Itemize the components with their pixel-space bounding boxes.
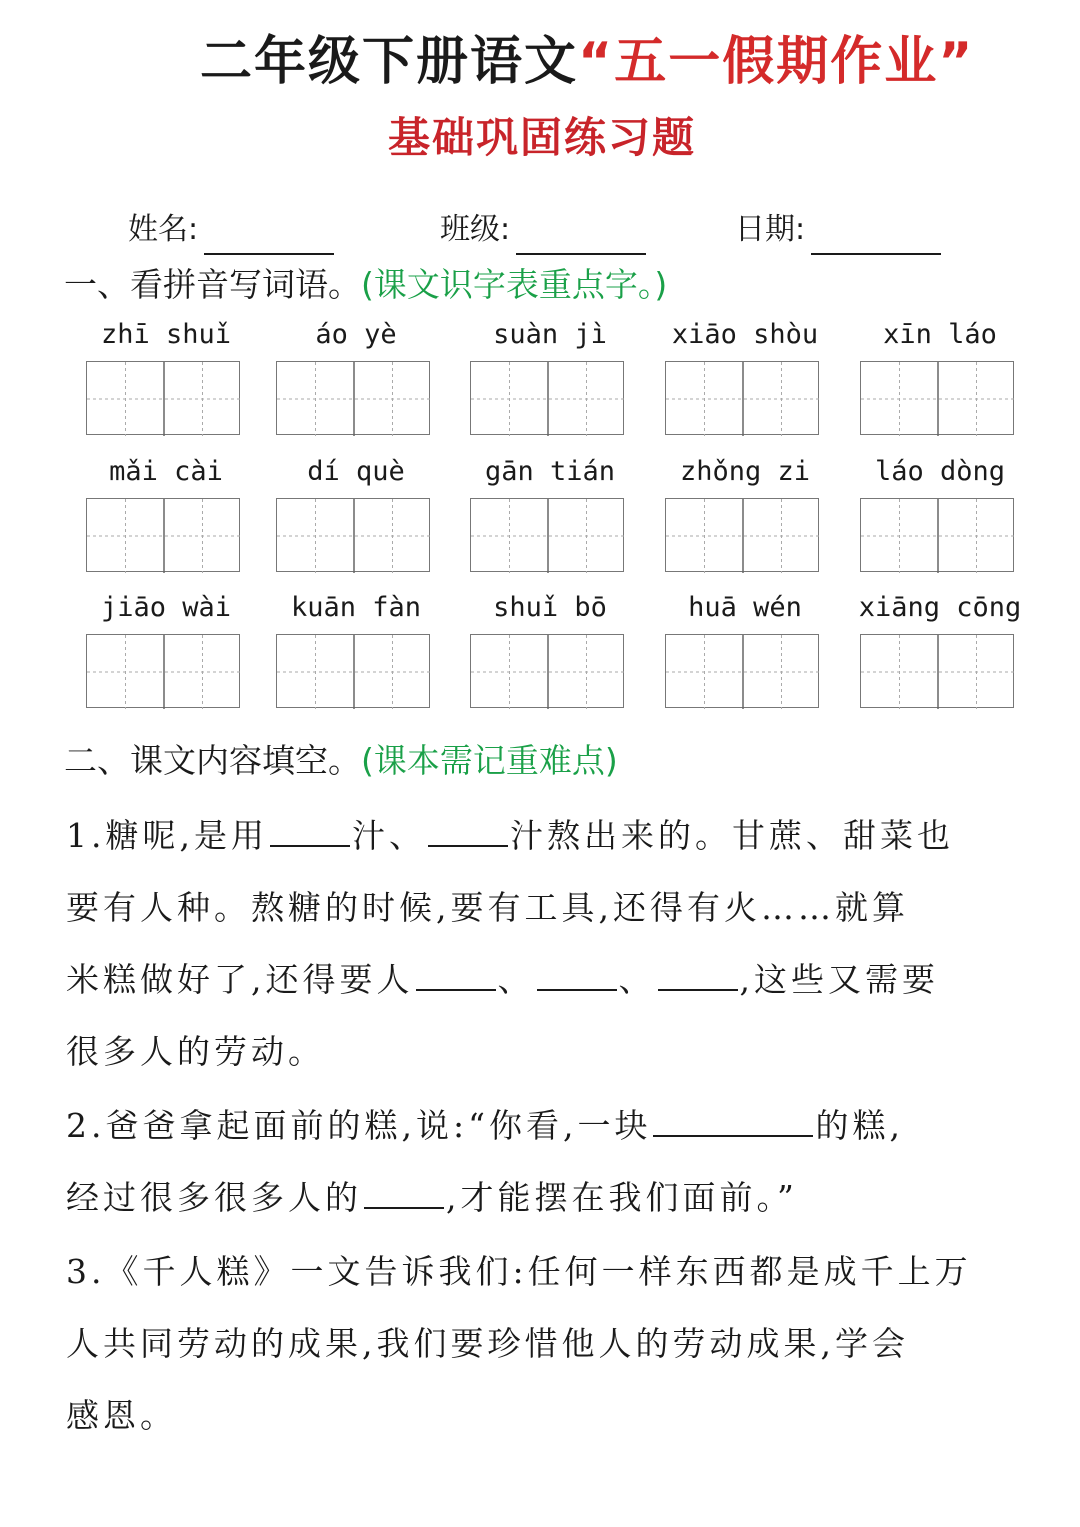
pinyin-label: xiāo shòu [671,319,819,350]
writing-grid[interactable] [276,634,430,708]
q1-blank-2[interactable] [428,817,508,847]
writing-grid[interactable] [470,361,624,435]
writing-grid[interactable] [860,361,1014,435]
title-main: 二年级下册语文 [200,32,579,92]
grid-lines [861,499,1015,573]
pinyin-label: suàn jì [493,319,607,350]
q3-line-2: 人共同劳动的成果,我们要珍惜他人的劳动成果,学会 [66,1324,909,1363]
date-label: 日期: [735,212,806,247]
word-cell [470,452,630,592]
writing-grid[interactable] [470,634,624,708]
pinyin-label: huā wén [688,592,802,623]
question-2 [66,1090,1026,1234]
section2-note: (课本需记重难点) [361,741,618,780]
class-label: 班级: [440,212,511,247]
q1-line-4: 很多人的劳动。 [66,1032,325,1071]
grid-lines [666,499,820,573]
writing-grid[interactable] [86,361,240,435]
word-cell [276,315,436,455]
word-cell [86,588,246,728]
student-info-row [0,205,1080,255]
page-subtitle: 基础巩固练习题 [388,113,697,162]
title-highlight: “五一假期作业” [578,32,975,92]
date-blank[interactable] [811,221,941,255]
q1-blank-1[interactable] [270,817,350,847]
word-cell [470,588,630,728]
section1-note: (课文识字表重点字。) [361,265,668,304]
writing-grid[interactable] [276,361,430,435]
writing-grid[interactable] [665,498,819,572]
grid-lines [471,635,625,709]
writing-grid[interactable] [860,634,1014,708]
q2-blank-2[interactable] [364,1179,444,1209]
word-cell [86,315,246,455]
question-3 [66,1236,1026,1452]
grid-lines [666,635,820,709]
pinyin-label: xīn láo [883,319,997,350]
word-cell [665,588,825,728]
name-field[interactable] [128,205,334,255]
writing-grid[interactable] [86,498,240,572]
q3-line-1: 3.《千人糕》一文告诉我们:任何一样东西都是成千上万 [66,1252,972,1291]
question-1 [66,800,1026,1088]
q2-line-2: 经过很多很多人的 ,才能摆在我们面前。” [66,1178,798,1217]
q1-blank-5[interactable] [658,961,738,991]
grid-lines [666,362,820,436]
section1-title: 一、看拼音写词语。 [64,265,361,304]
word-cell [665,315,825,455]
writing-grid[interactable] [470,498,624,572]
q2-line-1: 2.爸爸拿起面前的糕,说:“你看,一块 的糕, [66,1106,904,1145]
grid-lines [861,362,1015,436]
writing-grid[interactable] [276,498,430,572]
grid-lines [471,499,625,573]
section2-title: 二、课文内容填空。 [64,741,361,780]
name-blank[interactable] [204,221,334,255]
grid-lines [87,362,241,436]
grid-lines [277,635,431,709]
word-cell [860,588,1020,728]
writing-grid[interactable] [665,634,819,708]
q1-line-1: 1.糖呢,是用 汁、 汁熬出来的。甘蔗、甜菜也 [66,816,954,855]
q2-blank-1[interactable] [653,1107,813,1137]
word-cell [860,452,1020,592]
date-field[interactable] [735,205,941,255]
pinyin-label: láo dòng [874,456,1006,487]
q1-line-3: 米糕做好了,还得要人 、 、 ,这些又需要 [66,960,939,999]
grid-lines [861,635,1015,709]
pinyin-label: gān tián [484,456,616,487]
writing-grid[interactable] [860,498,1014,572]
writing-grid[interactable] [86,634,240,708]
name-label: 姓名: [128,212,199,247]
page-title [200,22,1000,102]
grid-lines [277,362,431,436]
pinyin-label: mǎi cài [109,456,223,487]
grid-lines [87,499,241,573]
class-field[interactable] [440,205,646,255]
q1-blank-3[interactable] [416,961,496,991]
pinyin-label: jiāo wài [100,592,232,623]
pinyin-label: zhī shuǐ [100,319,232,350]
q3-line-3: 感恩。 [66,1396,177,1435]
word-cell [276,588,436,728]
section2-heading [64,736,1024,786]
pinyin-label: zhǒng zi [679,456,811,487]
pinyin-label: áo yè [315,319,397,350]
word-cell [86,452,246,592]
q1-line-2: 要有人种。熬糖的时候,要有工具,还得有火……就算 [66,888,909,927]
grid-lines [471,362,625,436]
word-cell [470,315,630,455]
q1-blank-4[interactable] [537,961,617,991]
word-cell [665,452,825,592]
class-blank[interactable] [516,221,646,255]
pinyin-label: xiāng cōng [858,592,1022,623]
writing-grid[interactable] [665,361,819,435]
pinyin-label: kuān fàn [290,592,422,623]
pinyin-label: shuǐ bō [493,592,607,623]
pinyin-label: dí què [307,456,405,487]
grid-lines [87,635,241,709]
grid-lines [277,499,431,573]
word-cell [276,452,436,592]
word-cell [860,315,1020,455]
section1-heading [64,260,1024,310]
